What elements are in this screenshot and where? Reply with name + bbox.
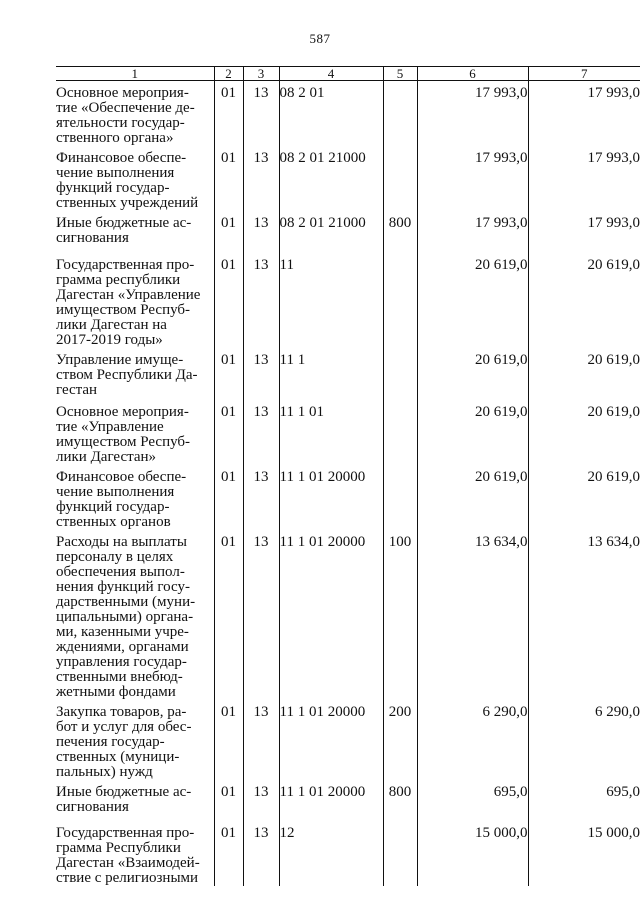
row-expense-type bbox=[383, 821, 417, 886]
row-amount-col6: 20 619,0 bbox=[417, 253, 528, 348]
budget-table bbox=[56, 66, 640, 886]
row-subsection: 13 bbox=[243, 253, 279, 348]
row-section: 01 bbox=[214, 211, 243, 253]
row-name: Государственная про- грамма республики Дагестан «Управление имуществом Респуб- лики Дагестан на 2017-2019 годы» bbox=[56, 257, 201, 348]
row-target-code: 12 bbox=[279, 821, 383, 886]
row-amount-col6: 695,0 bbox=[417, 780, 528, 821]
row-section: 01 bbox=[214, 400, 243, 465]
row-amount-col6: 13 634,0 bbox=[417, 530, 528, 700]
row-amount-col7: 695,0 bbox=[528, 780, 640, 821]
row-amount-col6: 17 993,0 bbox=[417, 146, 528, 211]
row-expense-type bbox=[383, 348, 417, 400]
row-expense-type: 800 bbox=[383, 780, 417, 821]
row-target-code: 11 1 01 20000 bbox=[279, 465, 383, 530]
row-name: Иные бюджетные ас- сигнования bbox=[56, 215, 192, 246]
row-amount-col6: 20 619,0 bbox=[417, 465, 528, 530]
row-subsection: 13 bbox=[243, 530, 279, 700]
row-amount-col7: 17 993,0 bbox=[528, 211, 640, 253]
table-row bbox=[56, 530, 640, 700]
header-col-7: 7 bbox=[528, 67, 640, 81]
row-subsection: 13 bbox=[243, 400, 279, 465]
row-target-code: 08 2 01 bbox=[279, 81, 383, 147]
table-row bbox=[56, 211, 640, 253]
row-subsection: 13 bbox=[243, 81, 279, 147]
row-target-code: 11 bbox=[279, 253, 383, 348]
page-number: 587 bbox=[309, 31, 331, 46]
row-subsection: 13 bbox=[243, 780, 279, 821]
table-row bbox=[56, 81, 640, 147]
header-col-5: 5 bbox=[383, 67, 417, 81]
row-amount-col7: 17 993,0 bbox=[528, 81, 640, 147]
row-expense-type bbox=[383, 253, 417, 348]
row-name: Иные бюджетные ас- сигнования bbox=[56, 784, 192, 815]
table-header-row bbox=[56, 67, 640, 81]
row-expense-type bbox=[383, 81, 417, 147]
row-section: 01 bbox=[214, 700, 243, 780]
row-section: 01 bbox=[214, 146, 243, 211]
row-name: Расходы на выплаты персоналу в целях обеспечения выпол- нения функций госу- дарственными (муни- ципальными) органа- ми, казенными учре- ждениями, органами управления государ- ственными внебюд- жетными фондами bbox=[56, 534, 196, 700]
row-amount-col6: 6 290,0 bbox=[417, 700, 528, 780]
row-expense-type bbox=[383, 465, 417, 530]
row-name: Финансовое обеспе- чение выполнения функций государ- ственных органов bbox=[56, 469, 187, 530]
row-target-code: 11 1 01 20000 bbox=[279, 700, 383, 780]
row-target-code: 11 1 01 bbox=[279, 400, 383, 465]
row-subsection: 13 bbox=[243, 348, 279, 400]
row-name: Закупка товаров, ра- бот и услуг для обес- печения государ- ственных (муници- пальных) нужд bbox=[56, 704, 192, 780]
row-section: 01 bbox=[214, 530, 243, 700]
row-expense-type: 200 bbox=[383, 700, 417, 780]
row-section: 01 bbox=[214, 348, 243, 400]
row-amount-col6: 17 993,0 bbox=[417, 211, 528, 253]
header-col-1: 1 bbox=[56, 67, 214, 81]
row-amount-col7: 17 993,0 bbox=[528, 146, 640, 211]
row-expense-type bbox=[383, 146, 417, 211]
row-amount-col6: 17 993,0 bbox=[417, 81, 528, 147]
row-amount-col6: 20 619,0 bbox=[417, 400, 528, 465]
row-name: Управление имуще- ством Республики Да- гестан bbox=[56, 352, 198, 398]
header-col-2: 2 bbox=[214, 67, 243, 81]
table-row bbox=[56, 780, 640, 821]
row-amount-col7: 20 619,0 bbox=[528, 400, 640, 465]
row-name: Государственная про- грамма Республики Дагестан «Взаимодей- ствие с религиозными bbox=[56, 825, 200, 886]
row-amount-col7: 20 619,0 bbox=[528, 348, 640, 400]
row-amount-col7: 20 619,0 bbox=[528, 253, 640, 348]
row-name: Финансовое обеспе- чение выполнения функций государ- ственных учреждений bbox=[56, 150, 199, 211]
table-row bbox=[56, 700, 640, 780]
row-section: 01 bbox=[214, 253, 243, 348]
row-amount-col6: 20 619,0 bbox=[417, 348, 528, 400]
row-subsection: 13 bbox=[243, 465, 279, 530]
row-section: 01 bbox=[214, 465, 243, 530]
table-row bbox=[56, 400, 640, 465]
table-row bbox=[56, 348, 640, 400]
row-target-code: 08 2 01 21000 bbox=[279, 211, 383, 253]
row-target-code: 11 1 01 20000 bbox=[279, 530, 383, 700]
row-subsection: 13 bbox=[243, 700, 279, 780]
row-expense-type: 800 bbox=[383, 211, 417, 253]
row-amount-col7: 15 000,0 bbox=[528, 821, 640, 886]
row-target-code: 11 1 01 20000 bbox=[279, 780, 383, 821]
header-col-4: 4 bbox=[279, 67, 383, 81]
row-subsection: 13 bbox=[243, 211, 279, 253]
row-expense-type bbox=[383, 400, 417, 465]
row-target-code: 11 1 bbox=[279, 348, 383, 400]
row-section: 01 bbox=[214, 780, 243, 821]
row-amount-col7: 20 619,0 bbox=[528, 465, 640, 530]
table-row bbox=[56, 253, 640, 348]
row-subsection: 13 bbox=[243, 146, 279, 211]
table-row bbox=[56, 821, 640, 886]
header-col-6: 6 bbox=[417, 67, 528, 81]
row-name: Основное мероприя- тие «Управление имуществом Респуб- лики Дагестан» bbox=[56, 404, 191, 465]
row-amount-col7: 13 634,0 bbox=[528, 530, 640, 700]
table-row bbox=[56, 465, 640, 530]
row-target-code: 08 2 01 21000 bbox=[279, 146, 383, 211]
row-subsection: 13 bbox=[243, 821, 279, 886]
row-name: Основное мероприя- тие «Обеспечение де- ятельности государ- ственного органа» bbox=[56, 85, 195, 146]
row-expense-type: 100 bbox=[383, 530, 417, 700]
row-section: 01 bbox=[214, 821, 243, 886]
table-row bbox=[56, 146, 640, 211]
row-section: 01 bbox=[214, 81, 243, 147]
header-col-3: 3 bbox=[243, 67, 279, 81]
row-amount-col6: 15 000,0 bbox=[417, 821, 528, 886]
row-amount-col7: 6 290,0 bbox=[528, 700, 640, 780]
